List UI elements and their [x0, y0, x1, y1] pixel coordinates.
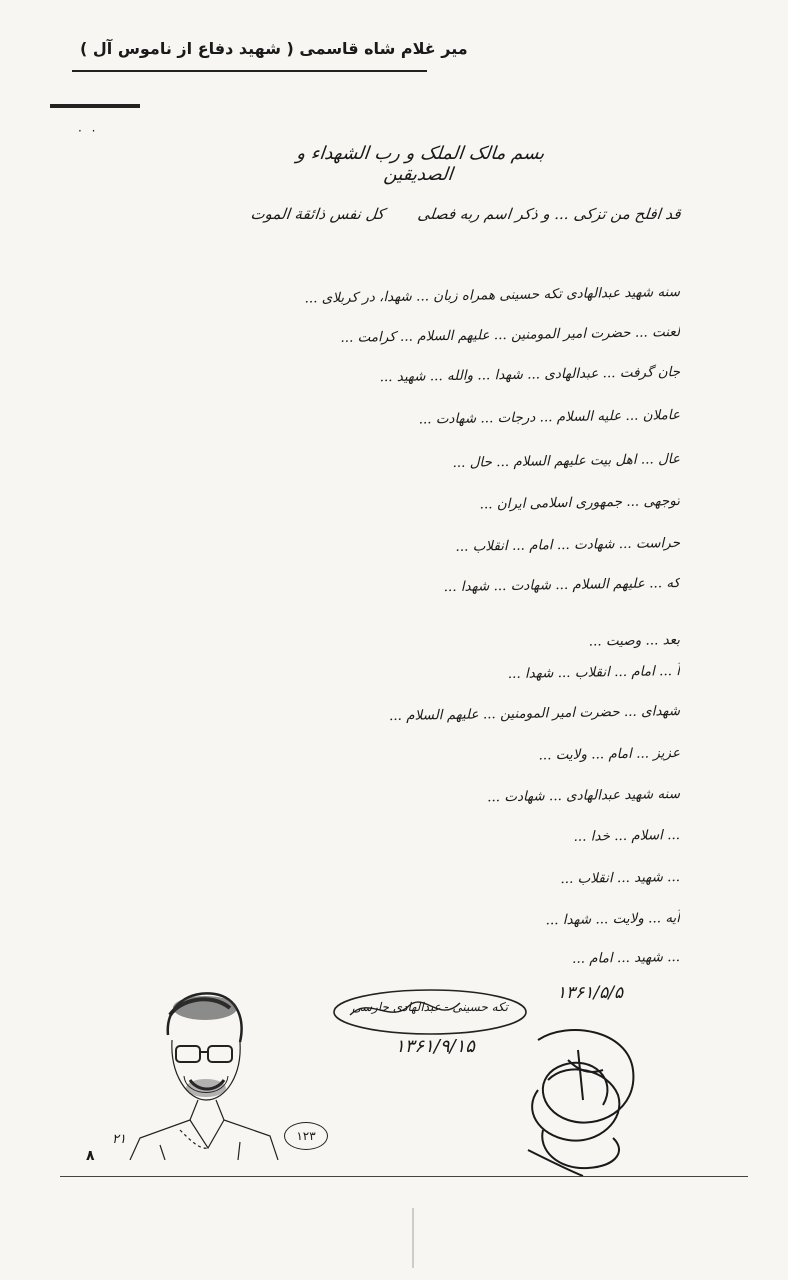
epigraph-left: کل نفس ذائقة الموت	[249, 205, 386, 223]
oval-number-stamp: ۱۲۳	[284, 1122, 328, 1150]
handwritten-line: سنه شهید عبدالهادی ... شهادت ...	[486, 786, 681, 806]
footer-divider	[60, 1176, 748, 1177]
handwritten-line: حراست ... شهادت ... امام ... انقلاب ...	[455, 535, 681, 555]
handwritten-line: شهدای ... حضرت امیر المومنین ... علیهم السلام ...	[388, 703, 681, 725]
second-date: ۱۳۶۱/۹/۱۵	[395, 1036, 475, 1057]
scan-crease	[412, 1208, 414, 1268]
handwritten-line: بعد ... وصیت ...	[588, 632, 681, 650]
handwritten-line: جان گرفت ... عبدالهادی ... شهدا ... والله ... شهید ...	[379, 364, 681, 386]
handwritten-line: ... شهید ... انقلاب ...	[560, 869, 681, 888]
handwritten-line: عزیز ... امام ... ولایت ...	[538, 745, 681, 764]
handwritten-line: ... اسلام ... خدا ...	[573, 827, 681, 845]
handwritten-line: آ ... امام ... انقلاب ... شهدا ...	[507, 663, 681, 683]
handwritten-line: آیه ... ولایت ... شهدا ...	[545, 910, 681, 929]
margin-dots: · ·	[78, 124, 99, 138]
handwritten-line: لعنت ... حضرت امیر المومنین ... علیهم السلام ... کرامت ...	[340, 324, 681, 346]
handwritten-line: عاملان ... علیه السلام ... درجات ... شهادت ...	[418, 407, 681, 428]
handwritten-line: ... شهید ... امام ...	[571, 949, 681, 967]
page-number: ۸	[86, 1148, 95, 1164]
signature-name: تکه حسینی - عبدالهادی حارسی	[352, 1000, 508, 1014]
signature-date: ۱۳۶۱/۵/۵	[556, 983, 624, 1003]
handwritten-line: سنه شهید عبدالهادی تکه حسینی همراه زبان ... شهدا، در کربلای ...	[304, 284, 681, 307]
invocation-line: بسم مالک الملک و رب الشهداء و الصدیقین	[295, 143, 546, 185]
portrait-image	[120, 980, 280, 1160]
epigraph-right: قد افلح من تزکی ... و ذکر اسم ربه فصلی	[416, 205, 682, 223]
handwritten-line: که ... علیهم السلام ... شهادت ... شهدا ...	[443, 575, 681, 596]
header-title: میر غلام شاه قاسمی ( شهید دفاع از ناموس آل )	[80, 38, 468, 58]
handwritten-line: عال ... اهل بیت علیهم السلام ... حال ...	[452, 451, 681, 471]
signature-scrawl	[508, 1020, 648, 1180]
margin-number: ۲۱	[112, 1132, 126, 1147]
handwritten-line: توجهی ... جمهوری اسلامی ایران ...	[479, 493, 681, 513]
